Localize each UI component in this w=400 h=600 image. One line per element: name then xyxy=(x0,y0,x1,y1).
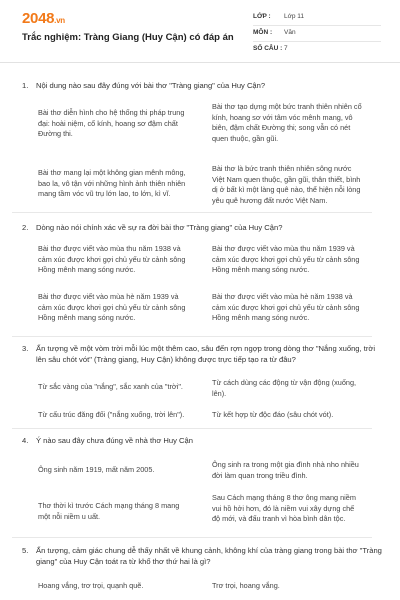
question-text xyxy=(22,435,382,446)
meta-row-class xyxy=(253,10,381,26)
question-prompt: Nội dung nào sau đây đúng với bài thơ "Tràng giang" của Huy Cận? xyxy=(36,81,266,90)
answer-option-c[interactable]: Thơ thời kì trước Cách mạng tháng 8 mang một nỗi niềm u uất. xyxy=(38,501,180,521)
answer-option-a[interactable]: Hoang vắng, trơ trọi, quạnh quẽ. xyxy=(38,581,144,590)
answer-option-d[interactable]: Từ kết hợp từ độc đáo (sâu chót vót). xyxy=(212,410,334,419)
meta-label: LỚP : xyxy=(253,13,271,20)
answer-option-d[interactable]: Sau Cách mạng tháng 8 thơ ông mang niềm vui hồ hởi hơn, đó là niềm vui xây dựng chế độ mới, và đấu tranh vì hòa bình dân tộc. xyxy=(212,493,356,523)
question-text xyxy=(22,545,382,567)
answer-option-a[interactable]: Ông sinh năm 1919, mất năm 2005. xyxy=(38,465,155,474)
question-number: 1. xyxy=(22,81,29,90)
answer-option-a[interactable]: Bài thơ được viết vào mùa thu năm 1938 và cảm xúc được khơi gợi chủ yếu từ cảnh sông Hồng mênh mang sóng nước. xyxy=(38,244,186,274)
page-title: Trắc nghiệm: Tràng Giang (Huy Cận) có đáp án xyxy=(22,32,234,43)
question-text xyxy=(22,80,382,91)
question-5 xyxy=(22,545,382,590)
answer-option-c[interactable]: Từ cấu trúc đăng đối ("nắng xuống, trời lên"). xyxy=(38,410,185,419)
question-prompt: Ấn tượng, cảm giác chung dễ thấy nhất về khung cảnh, không khí của tràng giang trong bài thơ "Tràng giang" của Huy Cận toát ra từ khổ thơ thứ hai là gì? xyxy=(36,546,382,566)
divider xyxy=(12,428,372,429)
divider xyxy=(12,537,372,538)
meta-value: Lớp 11 xyxy=(284,13,305,20)
question-3 xyxy=(22,343,382,419)
logo-suffix: .vn xyxy=(54,16,65,25)
question-prompt: Ấn tượng về một vòm trời mỗi lúc một thêm cao, sâu đến rợn ngợp trong dòng thơ "Nắng xuống, trời lên sâu chót vót" (Tràng giang, Huy Cận) không được trực tiếp tạo ra từ đâu? xyxy=(36,344,376,364)
answer-option-b[interactable]: Bài thơ tạo dựng một bức tranh thiên nhiên cổ kính, hoang sơ với tâm vóc mênh mang, vô biên, đậm chất Đường thi; song vẫn có nét quen thuộc, gần gũi. xyxy=(212,102,362,143)
answer-option-d[interactable]: Bài thơ được viết vào mùa hè năm 1938 và cảm xúc được khơi gợi chủ yếu từ cảnh sông Hồng mênh mang sóng nước. xyxy=(212,292,360,322)
question-prompt: Dòng nào nói chính xác về sự ra đời bài thơ "Tràng giang" của Huy Cận? xyxy=(36,223,283,232)
question-text xyxy=(22,343,382,365)
answer-option-b[interactable]: Từ cách dùng các động từ vận động (xuống, lên). xyxy=(212,378,357,398)
answer-option-b[interactable]: Bài thơ được viết vào mùa thu năm 1939 và cảm xúc được khơi gợi chủ yếu từ cảnh sông Hồng mênh mang sóng nước. xyxy=(212,244,360,274)
site-logo[interactable] xyxy=(22,10,65,27)
meta-value: 7 xyxy=(284,45,288,52)
meta-label: SỐ CÂU : xyxy=(253,45,283,52)
meta-row-subject xyxy=(253,26,381,42)
question-number: 4. xyxy=(22,436,29,445)
divider xyxy=(12,336,372,337)
question-1 xyxy=(22,80,382,205)
question-4 xyxy=(22,435,382,523)
answer-option-b[interactable]: Ông sinh ra trong một gia đình nhà nho nhiều đời làm quan trong triều đình. xyxy=(212,460,359,480)
answer-option-b[interactable]: Trơ trọi, hoang vắng. xyxy=(212,581,280,590)
answer-option-a[interactable]: Từ sắc vàng của "nắng", sắc xanh của "trời". xyxy=(38,382,183,391)
meta-label: MÔN : xyxy=(253,29,273,36)
question-prompt: Ý nào sau đây chưa đúng về nhà thơ Huy Cận xyxy=(36,436,193,445)
question-number: 3. xyxy=(22,344,29,353)
page-header xyxy=(0,0,400,63)
logo-text: 2048 xyxy=(22,10,55,27)
answer-option-c[interactable]: Bài thơ mang lại một không gian mênh mông, bao la, vô tận với những hình ảnh thiên nhiên mang tầm vóc vũ trụ lớn lao, to lớn, kì vĩ. xyxy=(38,168,186,198)
answer-option-c[interactable]: Bài thơ được viết vào mùa hè năm 1939 và cảm xúc được khơi gợi chủ yếu từ cảnh sông Hồng mênh mang sóng nước. xyxy=(38,292,186,322)
meta-row-count xyxy=(253,42,381,57)
answer-option-d[interactable]: Bài thơ là bức tranh thiên nhiên sông nước Việt Nam quen thuộc, gần gũi, thân thiết, bình dị ở bất kì một làng quê nào, thể hiện nỗi lòng yêu quê hương đất nước Việt Nam. xyxy=(212,164,361,205)
answer-option-a[interactable]: Bài thơ diễn hình cho hệ thống thi pháp trung đại: hoài niệm, cổ kính, hoang sơ đậm chất Đường thi. xyxy=(38,108,185,138)
question-text xyxy=(22,222,382,233)
question-number: 2. xyxy=(22,223,29,232)
question-number: 5. xyxy=(22,546,29,555)
divider xyxy=(12,212,372,213)
question-2 xyxy=(22,222,382,322)
meta-value: Văn xyxy=(284,29,296,36)
